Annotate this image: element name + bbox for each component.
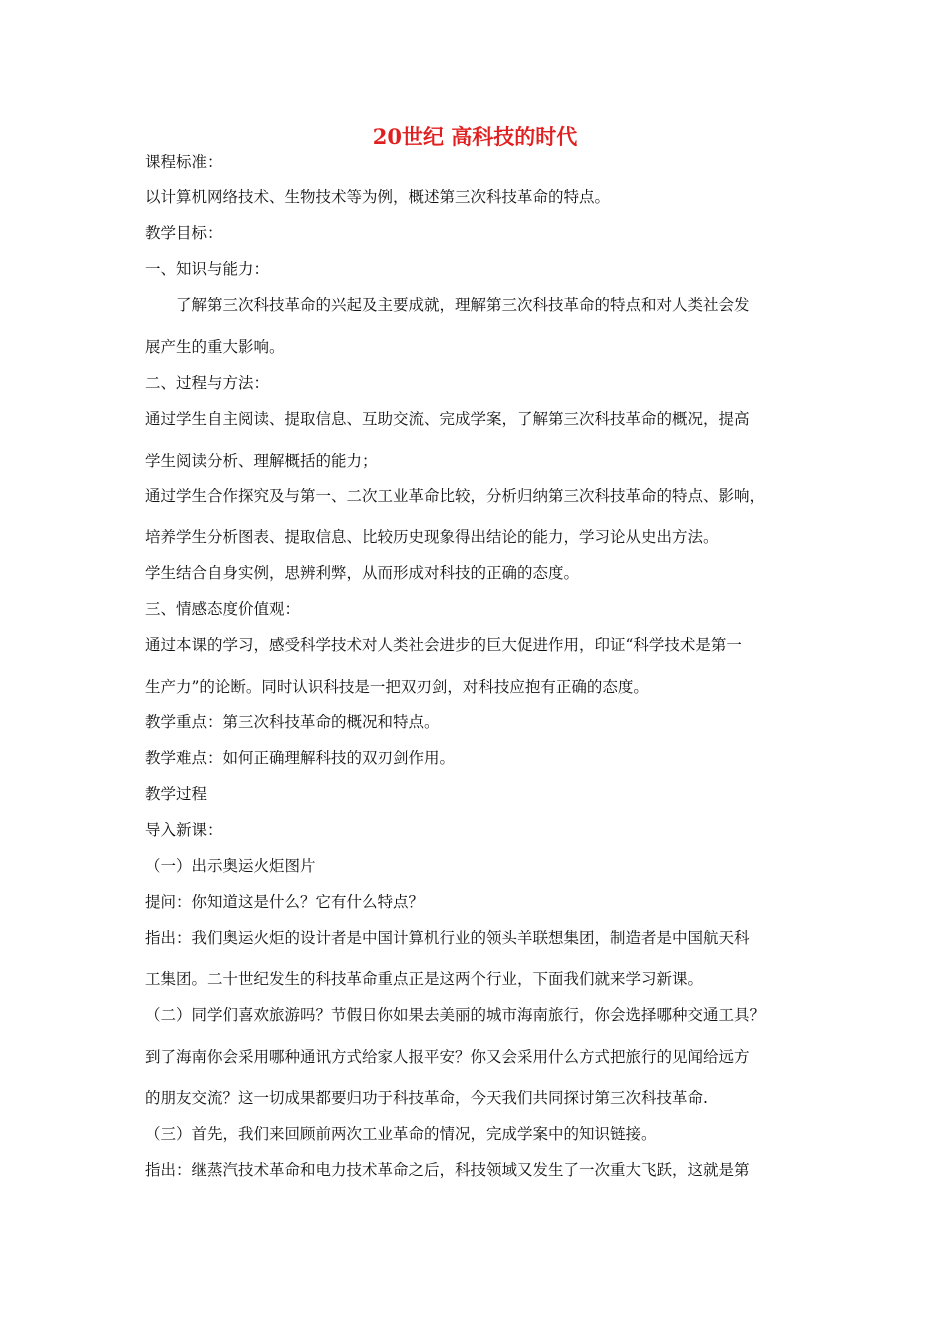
text-line: 导入新课： <box>145 821 223 839</box>
text-line: 了解第三次科技革命的兴起及主要成就，理解第三次科技革命的特点和对人类社会发 <box>176 296 750 314</box>
text-line: 工集团。二十世纪发生的科技革命重点正是这两个行业，下面我们就来学习新课。 <box>145 970 704 988</box>
text-line: 三、情感态度价值观： <box>145 600 301 618</box>
text-line: 指出：我们奥运火炬的设计者是中国计算机行业的领头羊联想集团，制造者是中国航天科 <box>145 929 750 947</box>
text-line: 教学重点：第三次科技革命的概况和特点。 <box>145 713 440 731</box>
text-line: 的朋友交流？这一切成果都要归功于科技革命，今天我们共同探讨第三次科技革命. <box>145 1089 708 1107</box>
text-line: 教学过程 <box>145 785 208 803</box>
text-line: 学生结合自身实例，思辨利弊，从而形成对科技的正确的态度。 <box>145 564 580 582</box>
text-line: （二）同学们喜欢旅游吗？节假日你如果去美丽的城市海南旅行，你会选择哪种交通工具？ <box>145 1006 766 1024</box>
text-line: 课程标准： <box>145 153 223 171</box>
text-line: 二、过程与方法： <box>145 374 270 392</box>
text-line: 通过学生合作探究及与第一、二次工业革命比较，分析归纳第三次科技革命的特点、影响， <box>145 487 766 505</box>
text-line: 到了海南你会采用哪种通讯方式给家人报平安？你又会采用什么方式把旅行的见闻给远方 <box>145 1048 750 1066</box>
text-line: 指出：继蒸汽技术革命和电力技术革命之后，科技领域又发生了一次重大飞跃，这就是第 <box>145 1161 750 1179</box>
text-line: （三）首先，我们来回顾前两次工业革命的情况，完成学案中的知识链接。 <box>145 1125 657 1143</box>
text-line: 展产生的重大影响。 <box>145 338 285 356</box>
text-line: 一、知识与能力： <box>145 260 270 278</box>
text-line: 以计算机网络技术、生物技术等为例，概述第三次科技革命的特点。 <box>145 188 611 206</box>
text-line: 提问：你知道这是什么？它有什么特点？ <box>145 893 425 911</box>
text-line: 教学目标： <box>145 224 223 242</box>
text-line: 培养学生分析图表、提取信息、比较历史现象得出结论的能力，学习论从史出方法。 <box>145 528 719 546</box>
text-line: 通过学生自主阅读、提取信息、互助交流、完成学案，了解第三次科技革命的概况，提高 <box>145 410 750 428</box>
document-title: 20世纪 高科技的时代 <box>372 124 578 149</box>
text-line: （一）出示奥运火炬图片 <box>145 857 316 875</box>
text-line: 通过本课的学习，感受科学技术对人类社会进步的巨大促进作用，印证“科学技术是第一 <box>145 636 742 654</box>
text-line: 生产力”的论断。同时认识科技是一把双刃剑，对科技应抱有正确的态度。 <box>145 678 649 696</box>
text-line: 学生阅读分析、理解概括的能力； <box>145 452 378 470</box>
text-line: 教学难点：如何正确理解科技的双刃剑作用。 <box>145 749 456 767</box>
